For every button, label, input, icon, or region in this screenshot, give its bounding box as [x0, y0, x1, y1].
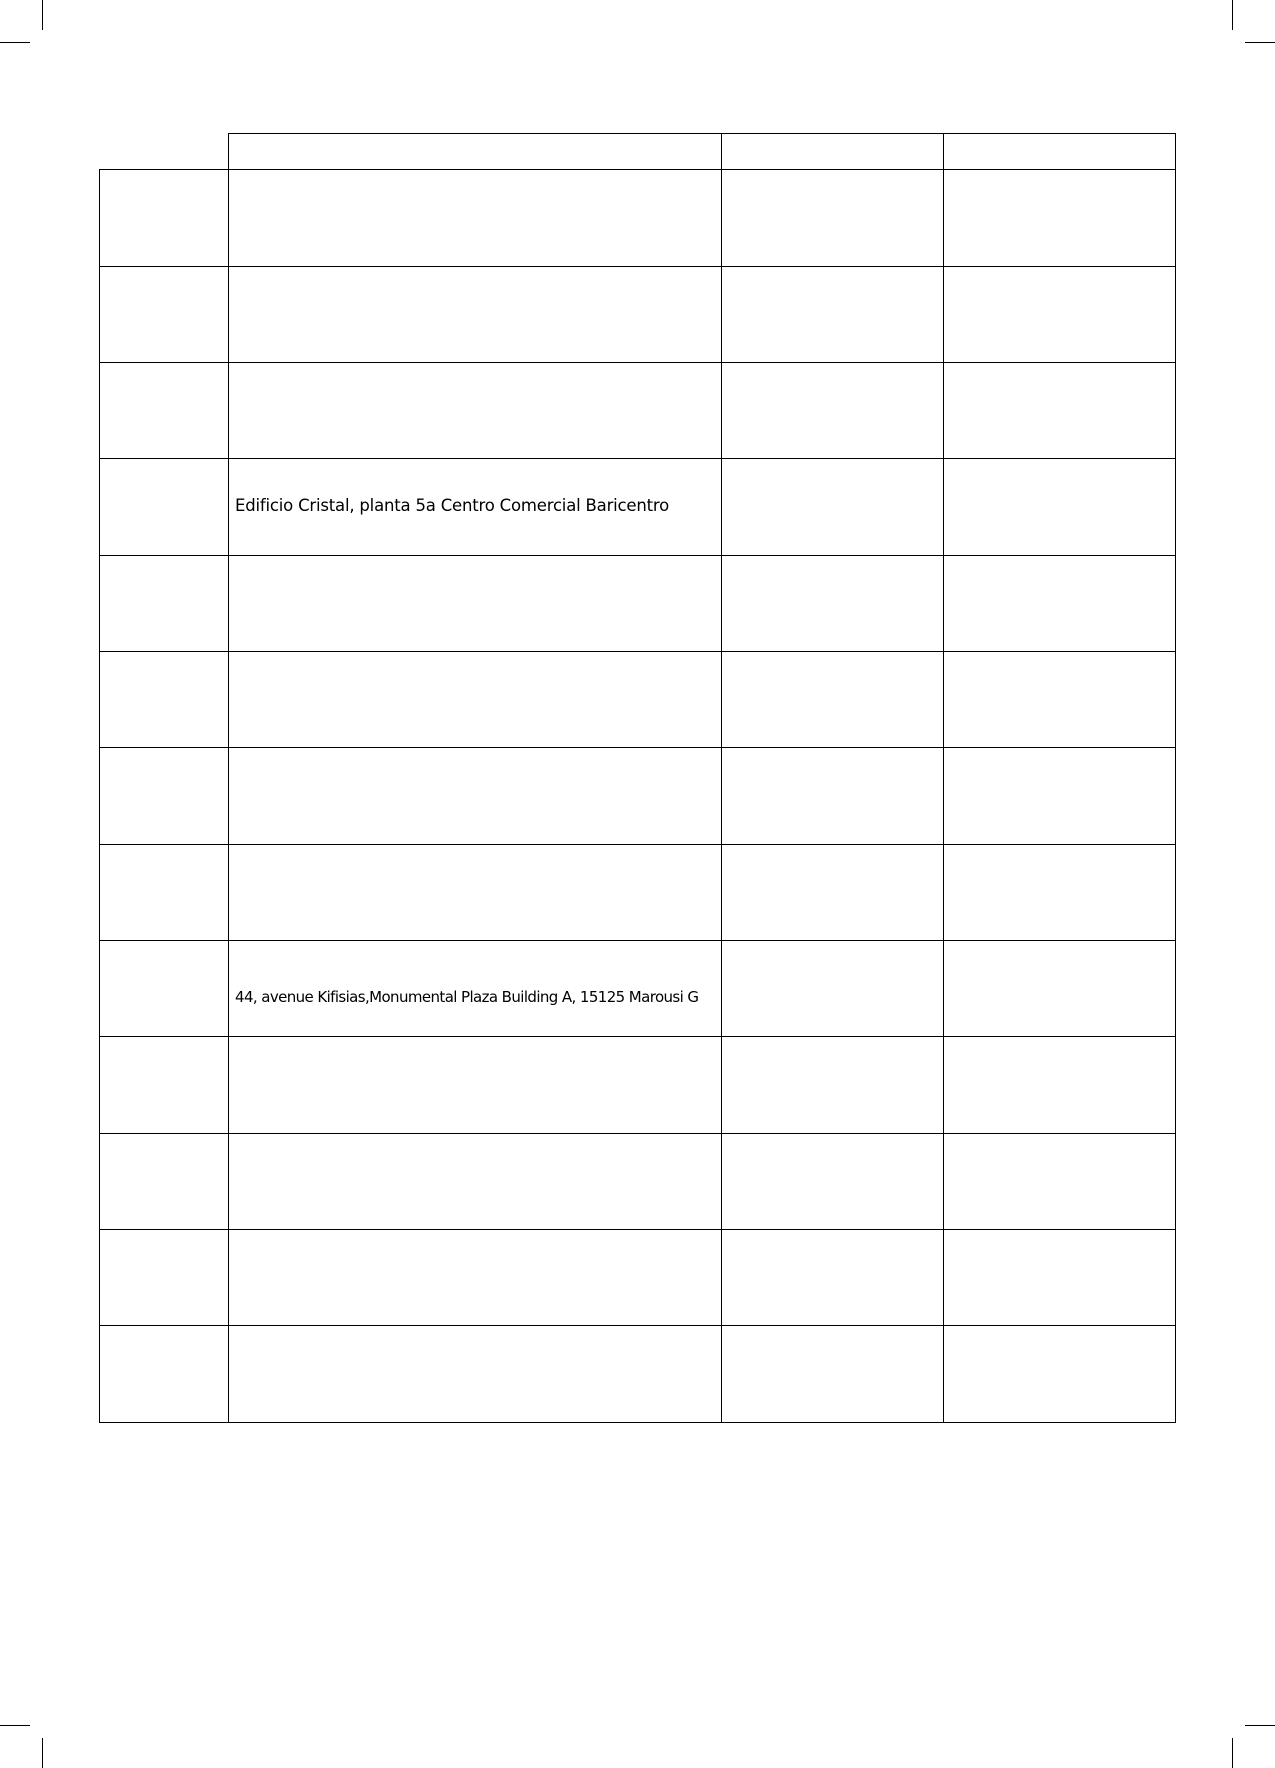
crop-mark-bottom-left-vertical — [42, 1738, 43, 1768]
table-header-top-border — [228, 133, 1176, 134]
table-row-border — [99, 844, 1176, 845]
crop-mark-top-left-vertical — [42, 0, 43, 30]
table-column-border — [943, 133, 944, 1423]
table-column-border — [228, 133, 229, 1423]
table-left-border — [99, 169, 100, 1423]
table-row-border — [99, 1036, 1176, 1037]
crop-mark-bottom-right-vertical — [1232, 1738, 1233, 1768]
crop-mark-bottom-left-horizontal — [0, 1725, 30, 1726]
table-bottom-border — [99, 1422, 1176, 1423]
table-row-border — [99, 1229, 1176, 1230]
table-row-border — [99, 266, 1176, 267]
table-right-border — [1175, 133, 1176, 1423]
table-row-border — [99, 458, 1176, 459]
crop-mark-top-left-horizontal — [0, 42, 30, 43]
crop-mark-top-right-horizontal — [1245, 42, 1275, 43]
address-cell-text: 44, avenue Kifisias,Monumental Plaza Building A, 15125 Marousi G — [235, 988, 699, 1006]
table-column-border — [721, 133, 722, 1423]
table-row-border — [99, 362, 1176, 363]
crop-mark-top-right-vertical — [1232, 0, 1233, 30]
table-row-border — [99, 169, 1176, 170]
address-cell-text: Edificio Cristal, planta 5a Centro Comercial Baricentro — [235, 496, 670, 515]
table-row-border — [99, 940, 1176, 941]
table-row-border — [99, 1133, 1176, 1134]
crop-mark-bottom-right-horizontal — [1245, 1725, 1275, 1726]
table-row-border — [99, 555, 1176, 556]
table-row-border — [99, 651, 1176, 652]
table-row-border — [99, 747, 1176, 748]
table-row-border — [99, 1325, 1176, 1326]
